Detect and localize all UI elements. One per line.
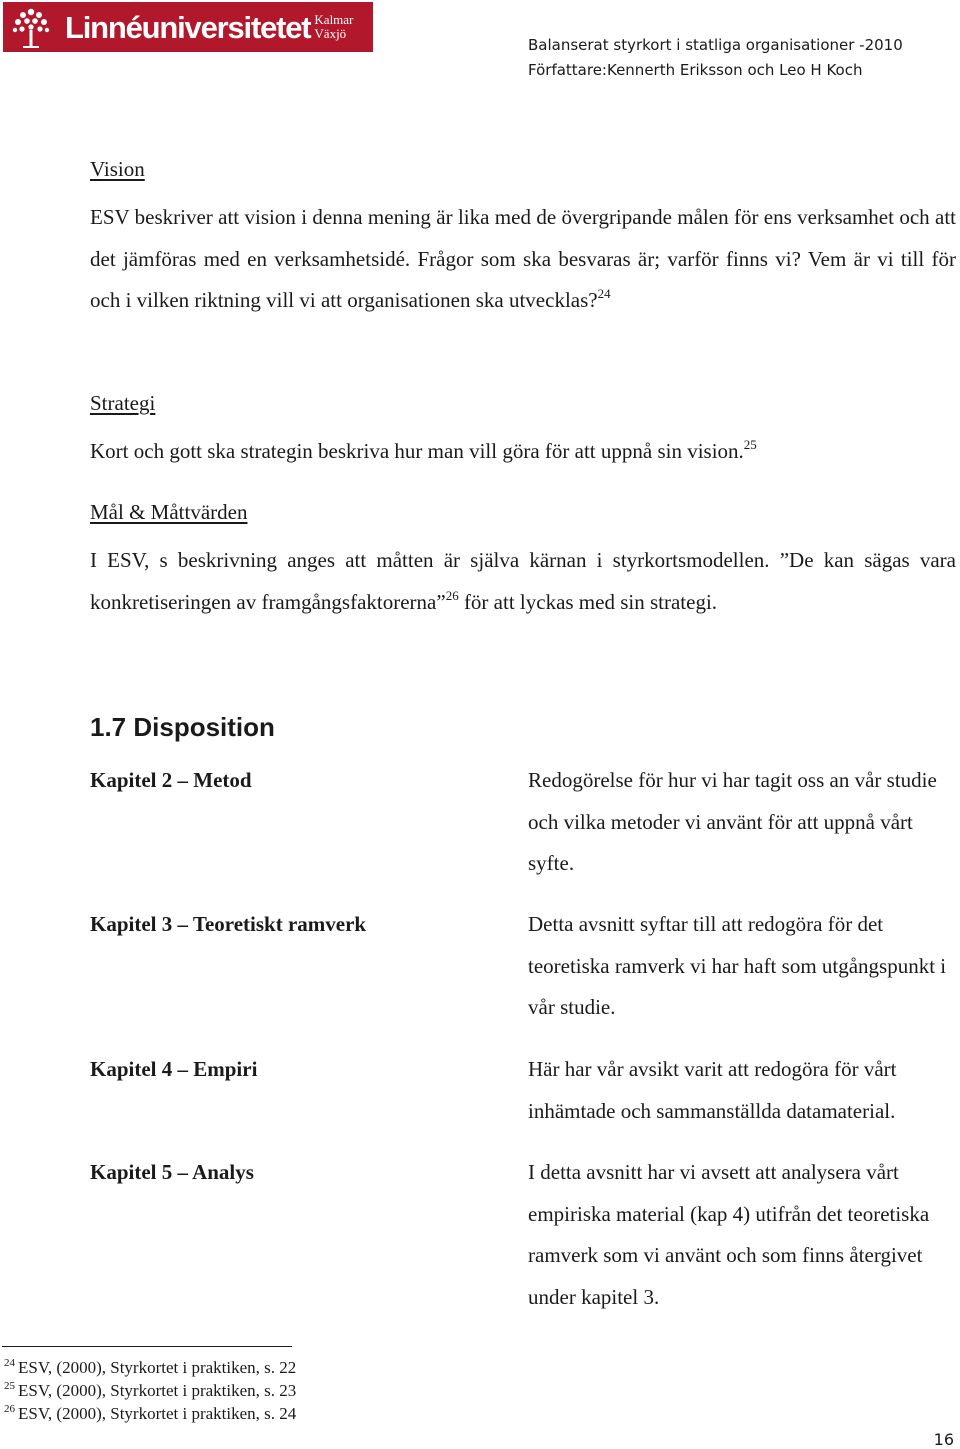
logo-sub [310,13,353,41]
logo-wordmark: Linnéuniversitetet [65,9,311,45]
logo-sub-vaxjo: Växjö [314,26,347,41]
logo-sub-kalmar: Kalmar [314,12,354,27]
section-heading: 1.7 Disposition [90,712,275,742]
footnote-24 [4,1358,296,1378]
chapter-description: Detta avsnitt syftar till att redogöra för det teoretiska ramverk vi har haft som utgångspunkt i vår studie. [528,912,947,1019]
mal-text: I ESV, s beskrivning anges att måtten är själva kärnan i styrkortsmodellen. ”De kan sägas vara konkretiseringen av framgångsfaktorerna” [90,548,956,614]
chapter-title: Kapitel 5 – Analys [90,1160,254,1184]
chapter-description: Här har vår avsikt varit att redogöra för vårt inhämtade och sammanställda datamaterial. [528,1057,897,1123]
footnote-number: 26 [4,1403,15,1415]
mal-paragraph [90,540,956,623]
chapter-title: Kapitel 3 – Teoretiskt ramverk [90,912,367,936]
strategi-heading: Strategi [90,391,156,415]
tree-logo-icon [3,2,59,52]
vision-text: ESV beskriver att vision i denna mening är lika med de övergripande målen för ens verksamhet och att det jämföras med en verksamhetsidé. Frågor som ska besvaras är; varför finns vi? Vem är vi till för och i vilken riktning vill vi att organisationen ska utvecklas? [90,205,956,312]
footnote-text: ESV, (2000), Styrkortet i praktiken, s. 24 [18,1404,297,1423]
footnote-25 [4,1381,296,1401]
footnote-26 [4,1404,296,1424]
vision-heading: Vision [90,157,145,181]
mal-text-after: för att lyckas med sin strategi. [458,589,718,614]
footnote-text: ESV, (2000), Styrkortet i praktiken, s. 23 [18,1381,297,1400]
chapter-title: Kapitel 4 – Empiri [90,1057,258,1081]
footnote-text: ESV, (2000), Styrkortet i praktiken, s. 22 [18,1358,297,1377]
document-title: Balanserat styrkort i statliga organisationer -2010 [528,36,903,54]
chapter-title: Kapitel 2 – Metod [90,768,252,792]
mal-heading: Mål & Måttvärden [90,500,248,524]
document-authors: Författare:Kennerth Eriksson och Leo H Koch [528,61,863,79]
chapter-description: Redogörelse för hur vi har tagit oss an vår studie och vilka metoder vi använt för att uppnå vårt syfte. [528,768,937,875]
strategi-text: Kort och gott ska strategin beskriva hur man vill göra för att uppnå sin vision. [90,439,744,463]
vision-paragraph [90,197,956,322]
footnote-ref-26: 26 [445,587,459,603]
footnote-number: 24 [4,1357,15,1369]
page-number: 16 [933,1430,954,1449]
footnote-number: 25 [4,1380,15,1392]
footnote-ref-25: 25 [743,437,757,452]
footnote-divider [2,1346,292,1347]
footnote-ref-24: 24 [597,286,611,301]
strategi-paragraph [90,431,956,473]
chapter-description: I detta avsnitt har vi avsett att analysera vårt empiriska material (kap 4) utifrån det teoretiska ramverk som vi använt och som finns återgivet under kapitel 3. [528,1160,930,1309]
university-logo [3,2,373,52]
